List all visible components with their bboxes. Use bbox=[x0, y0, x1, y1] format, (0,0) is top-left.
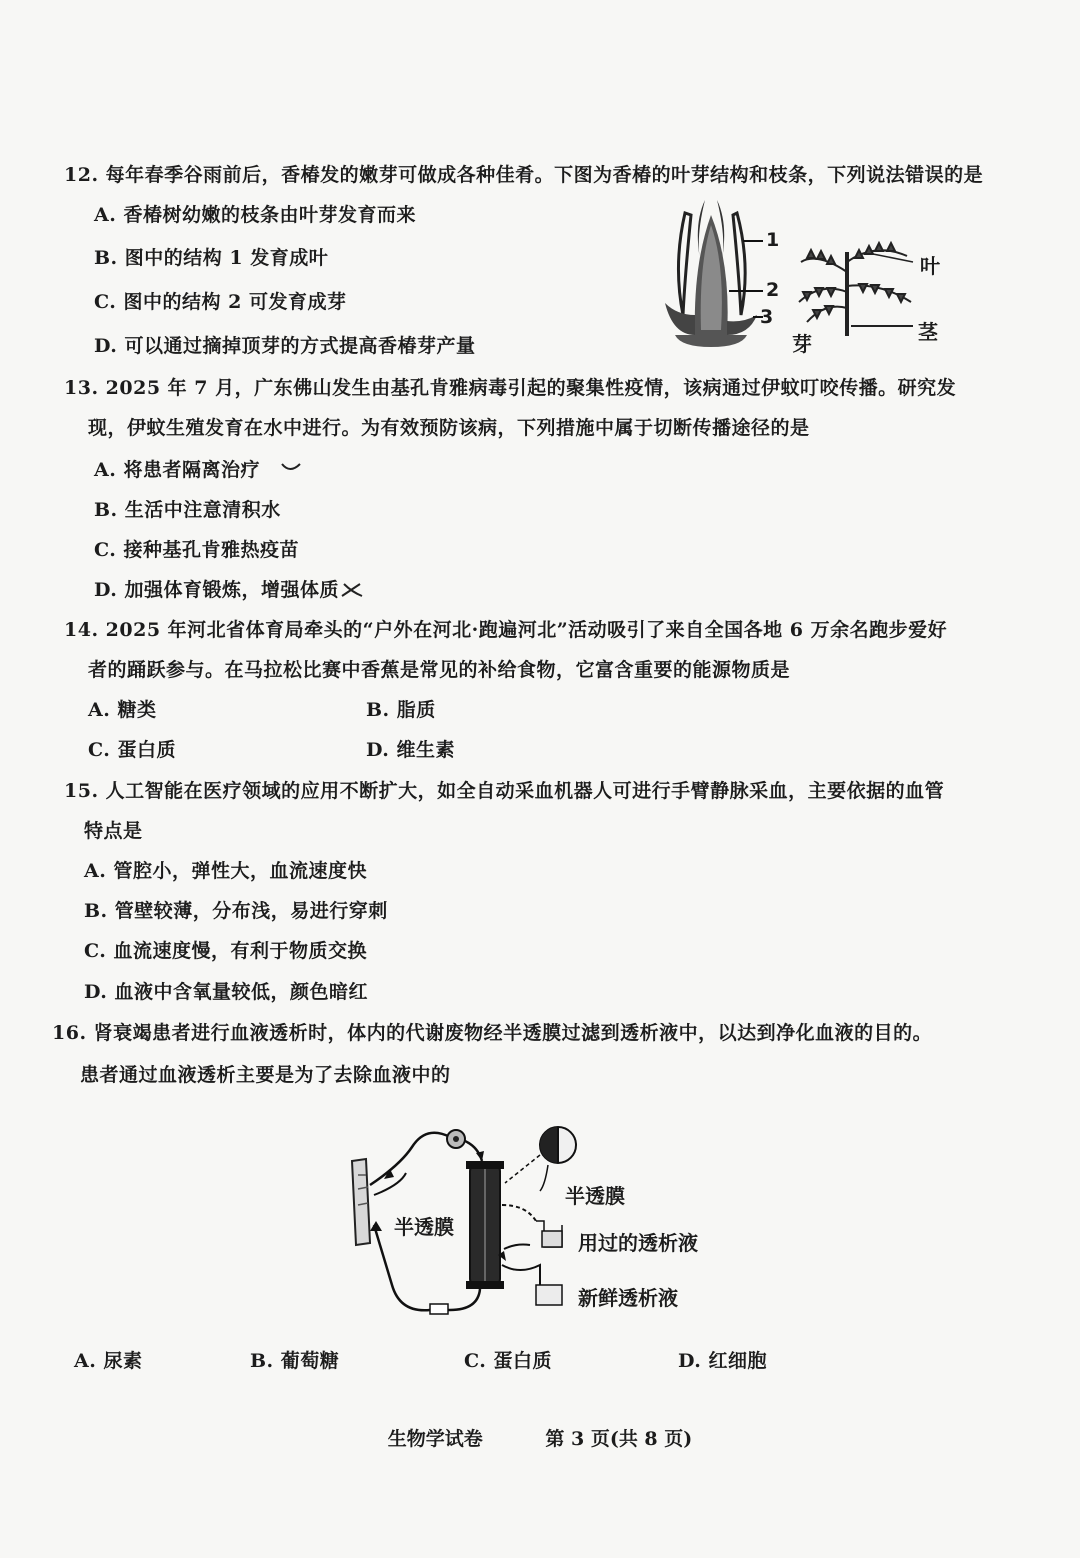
q13-option-a: A. 将患者隔离治疗 bbox=[94, 459, 260, 481]
label-membrane-right: 半透膜 bbox=[565, 1184, 625, 1208]
branch-label-stem: 茎 bbox=[918, 320, 938, 344]
q14-option-c: C. 蛋白质 bbox=[88, 739, 177, 761]
bud-label-2: 2 bbox=[766, 279, 780, 301]
handwritten-mark-a bbox=[280, 460, 302, 474]
q12-option-a: A. 香椿树幼嫩的枝条由叶芽发育而来 bbox=[94, 204, 416, 226]
q16-stem-line1: 16. 肾衰竭患者进行血液透析时，体内的代谢废物经半透膜过滤到透析液中，以达到净化血液的目的。 bbox=[52, 1022, 933, 1044]
q16-option-b: B. 葡萄糖 bbox=[250, 1350, 340, 1372]
q15-option-a: A. 管腔小，弹性大，血流速度快 bbox=[84, 860, 367, 882]
q13-option-b: B. 生活中注意清积水 bbox=[94, 499, 281, 521]
q12-stem: 12. 每年春季谷雨前后，香椿发的嫩芽可做成各种佳肴。下图为香椿的叶芽结构和枝条，下列说法错误的是 bbox=[64, 164, 984, 186]
q14-option-b: B. 脂质 bbox=[366, 699, 436, 721]
branch-diagram bbox=[795, 232, 925, 342]
q16-option-d: D. 红细胞 bbox=[678, 1350, 768, 1372]
q13-option-c: C. 接种基孔肯雅热疫苗 bbox=[94, 539, 300, 561]
footer-page-number: 第 3 页(共 8 页) bbox=[545, 1428, 693, 1450]
footer-subject: 生物学试卷 bbox=[387, 1428, 483, 1450]
handwritten-mark-d bbox=[340, 580, 364, 600]
q13-stem-line1: 13. 2025 年 7 月，广东佛山发生由基孔肯雅病毒引起的聚集性疫情，该病通过伊蚊叮咬传播。研究发 bbox=[64, 377, 957, 399]
q14-stem-line1: 14. 2025 年河北省体育局牵头的“户外在河北·跑遍河北”活动吸引了来自全国各地 6 万余名跑步爱好 bbox=[64, 619, 948, 641]
q16-option-c: C. 蛋白质 bbox=[464, 1350, 553, 1372]
q12-option-d: D. 可以通过摘掉顶芽的方式提高香椿芽产量 bbox=[94, 335, 476, 357]
dialysis-diagram bbox=[340, 1125, 610, 1325]
q14-option-a: A. 糖类 bbox=[88, 699, 157, 721]
branch-label-bud: 芽 bbox=[792, 332, 812, 356]
q16-stem-line2: 患者通过血液透析主要是为了去除血液中的 bbox=[80, 1064, 451, 1086]
label-fresh-dialysate: 新鲜透析液 bbox=[578, 1286, 678, 1310]
q15-stem-line1: 15. 人工智能在医疗领域的应用不断扩大，如全自动采血机器人可进行手臂静脉采血，主要依据的血管 bbox=[64, 780, 945, 802]
label-used-dialysate: 用过的透析液 bbox=[578, 1231, 698, 1255]
q15-option-d: D. 血液中含氧量较低，颜色暗红 bbox=[84, 981, 369, 1003]
q13-option-d: D. 加强体育锻炼，增强体质 bbox=[94, 579, 340, 601]
q15-stem-line2: 特点是 bbox=[84, 820, 143, 842]
q16-option-a: A. 尿素 bbox=[74, 1350, 143, 1372]
bud-label-3: 3 bbox=[760, 306, 774, 328]
label-membrane-left: 半透膜 bbox=[394, 1215, 454, 1239]
q12-option-b: B. 图中的结构 1 发育成叶 bbox=[94, 247, 329, 269]
page-footer bbox=[0, 1424, 1080, 1451]
q15-option-c: C. 血流速度慢，有利于物质交换 bbox=[84, 940, 368, 962]
q13-stem-line2: 现，伊蚊生殖发育在水中进行。为有效预防该病，下列措施中属于切断传播途径的是 bbox=[88, 417, 810, 439]
q15-option-b: B. 管壁较薄，分布浅，易进行穿刺 bbox=[84, 900, 388, 922]
q14-stem-line2: 者的踊跃参与。在马拉松比赛中香蕉是常见的补给食物，它富含重要的能源物质是 bbox=[88, 659, 791, 681]
q12-option-c: C. 图中的结构 2 可发育成芽 bbox=[94, 291, 347, 313]
branch-label-leaf: 叶 bbox=[920, 254, 940, 278]
q14-option-d: D. 维生素 bbox=[366, 739, 456, 761]
bud-label-1: 1 bbox=[766, 229, 780, 251]
